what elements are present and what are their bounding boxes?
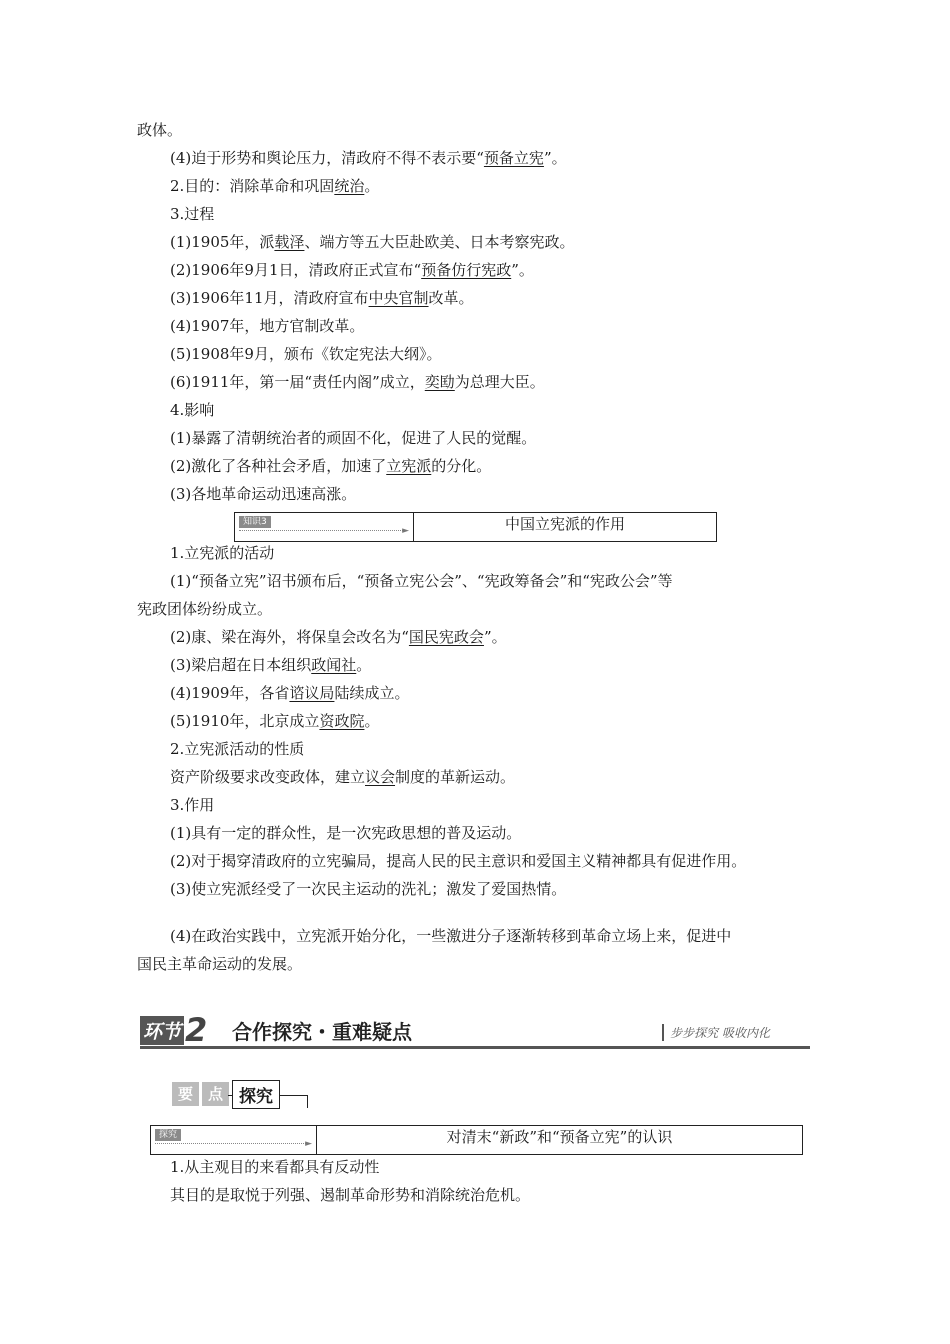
text-line: (4)在政治实践中，立宪派开始分化，一些激进分子逐渐转移到革命立场上来，促进中 — [170, 927, 732, 945]
heading: 4.影响 — [170, 401, 215, 419]
key-point-char: 要 — [172, 1082, 199, 1106]
text-line: (4)1909年，各省谘议局陆续成立。 — [170, 684, 410, 702]
text-line: (1)1905年，派载泽、端方等五大臣赴欧美、日本考察宪政。 — [170, 233, 575, 251]
text-line: (1)“预备立宪”诏书颁布后，“预备立宪公会”、“宪政筹备会”和“宪政公会”等 — [170, 572, 673, 590]
section-badge — [140, 1011, 208, 1049]
text-line: 宪政团体纷纷成立。 — [137, 600, 273, 618]
answer-blank: 立宪派 — [386, 457, 432, 475]
key-point-label — [172, 1079, 308, 1109]
explore-tag — [151, 1126, 317, 1154]
knowledge-tag — [235, 513, 414, 541]
text-line: (3)使立宪派经受了一次民主运动的洗礼；激发了爱国热情。 — [170, 880, 567, 898]
section-header — [140, 1013, 810, 1049]
text-line: (1)具有一定的群众性，是一次宪政思想的普及运动。 — [170, 824, 522, 842]
answer-blank: 预备仿行宪政 — [421, 261, 512, 279]
answer-blank: 载泽 — [274, 233, 305, 251]
explore-tag-label: 探究 — [155, 1129, 181, 1141]
text-line: (5)1908年9月，颁布《钦定宪法大纲》。 — [170, 345, 442, 363]
answer-blank: 谘议局 — [289, 684, 335, 702]
text-line: (4)1907年，地方官制改革。 — [170, 317, 365, 335]
text-line: (3)梁启超在日本组织政闻社。 — [170, 656, 372, 674]
answer-blank: 国民宪政会 — [408, 628, 484, 646]
heading: 3.作用 — [170, 796, 215, 814]
heading: 3.过程 — [170, 205, 215, 223]
section-title: 合作探究・重难疑点 — [232, 1020, 412, 1044]
text-line: (2)1906年9月1日，清政府正式宣布“预备仿行宪政”。 — [170, 261, 534, 279]
text-line: 其目的是取悦于列强、遏制革命形势和消除统治危机。 — [170, 1186, 531, 1204]
key-point-tag: 探究 — [232, 1080, 280, 1109]
text-line: (2)对于揭穿清政府的立宪骗局，提高人民的民主意识和爱国主义精神都具有促进作用。 — [170, 852, 747, 870]
box-title: 中国立宪派的作用 — [504, 515, 625, 533]
knowledge-box — [234, 512, 717, 542]
answer-blank: 奕劻 — [424, 373, 455, 391]
answer-blank: 政闻社 — [311, 656, 357, 674]
key-point-word — [172, 1082, 232, 1106]
section-subtitle: 步步探究 吸收内化 — [662, 1024, 770, 1041]
heading: 1.立宪派的活动 — [170, 544, 275, 562]
arrow-icon: ► — [305, 1139, 312, 1149]
text-line: (3)1906年11月，清政府宣布中央官制改革。 — [170, 289, 474, 307]
knowledge-tag-label: 知识3 — [239, 516, 271, 528]
section-word: 环节 — [140, 1016, 184, 1045]
heading: 2.立宪派活动的性质 — [170, 740, 305, 758]
answer-blank: 预备立宪 — [483, 149, 544, 167]
text-line: 2.目的：消除革命和巩固统治。 — [170, 177, 380, 195]
text-line: (2)激化了各种社会矛盾，加速了立宪派的分化。 — [170, 457, 492, 475]
text-line: (4)迫于形势和舆论压力，清政府不得不表示要“预备立宪”。 — [170, 149, 567, 167]
answer-blank: 统治 — [334, 177, 365, 195]
section-rule — [140, 1046, 810, 1049]
heading: 1.从主观目的来看都具有反动性 — [170, 1158, 380, 1176]
key-point-char: 点 — [202, 1082, 229, 1106]
dotted-line — [239, 530, 405, 531]
answer-blank: 议会 — [365, 768, 396, 786]
section-number: 2 — [185, 1011, 208, 1049]
text-line: 政体。 — [137, 121, 183, 139]
text-line: (6)1911年，第一届“责任内阁”成立，奕劻为总理大臣。 — [170, 373, 545, 391]
text-line: (5)1910年，北京成立资政院。 — [170, 712, 380, 730]
arrow-icon: ► — [402, 526, 409, 536]
text-line: (3)各地革命运动迅速高涨。 — [170, 485, 357, 503]
divider — [307, 1095, 308, 1108]
text-line: 国民主革命运动的发展。 — [137, 955, 303, 973]
box-title: 对清末“新政”和“预备立宪”的认识 — [446, 1128, 673, 1146]
text-line: 资产阶级要求改变政体，建立议会制度的革新运动。 — [170, 768, 516, 786]
dotted-line — [155, 1143, 308, 1144]
answer-blank: 资政院 — [319, 712, 365, 730]
explore-box — [150, 1125, 803, 1155]
answer-blank: 中央官制 — [368, 289, 429, 307]
text-line: (1)暴露了清朝统治者的顽固不化，促进了人民的觉醒。 — [170, 429, 537, 447]
text-line: (2)康、梁在海外，将保皇会改名为“国民宪政会”。 — [170, 628, 507, 646]
